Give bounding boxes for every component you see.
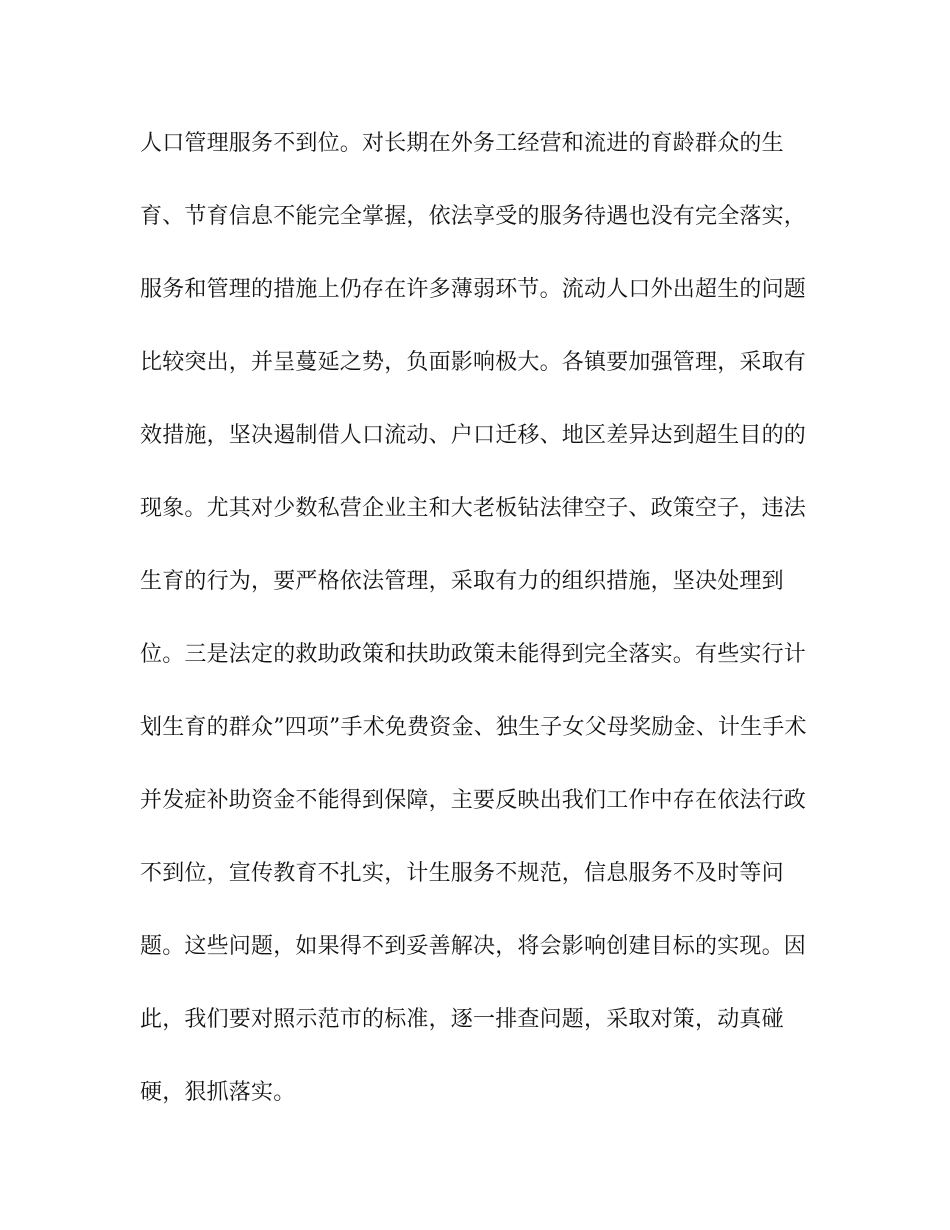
text-line: 并发症补助资金不能得到保障，主要反映出我们工作中存在依法行政 [140,788,807,813]
text-line: 效措施，坚决遏制借人口流动、户口迁移、地区差异达到超生目的的 [140,423,807,448]
text-line: 比较突出，并呈蔓延之势，负面影响极大。各镇要加强管理，采取有 [140,350,807,375]
text-line: 此，我们要对照示范市的标准，逐一排查问题，采取对策，动真碰 [140,1007,784,1032]
text-line: 生育的行为，要严格依法管理，采取有力的组织措施，坚决处理到 [140,569,784,594]
text-line: 育、节育信息不能完全掌握，依法享受的服务待遇也没有完全落实， [140,204,807,229]
text-line: 服务和管理的措施上仍存在许多薄弱环节。流动人口外出超生的问题 [140,277,807,302]
text-line: 不到位，宣传教育不扎实，计生服务不规范，信息服务不及时等问 [140,861,784,886]
text-line: 人口管理服务不到位。对长期在外务工经营和流进的育龄群众的生 [140,131,784,156]
text-line: 硬，狠抓落实。 [140,1080,296,1105]
text-line: 题。这些问题，如果得不到妥善解决，将会影响创建目标的实现。因 [140,934,807,959]
text-line: 位。三是法定的救助政策和扶助政策未能得到完全落实。有些实行计 [140,642,807,667]
text-line: 现象。尤其对少数私营企业主和大老板钻法律空子、政策空子，违法 [140,496,807,521]
text-line: 划生育的群众”四项”手术免费资金、独生子女父母奖励金、计生手术 [140,715,807,740]
body-text [140,126,820,1148]
